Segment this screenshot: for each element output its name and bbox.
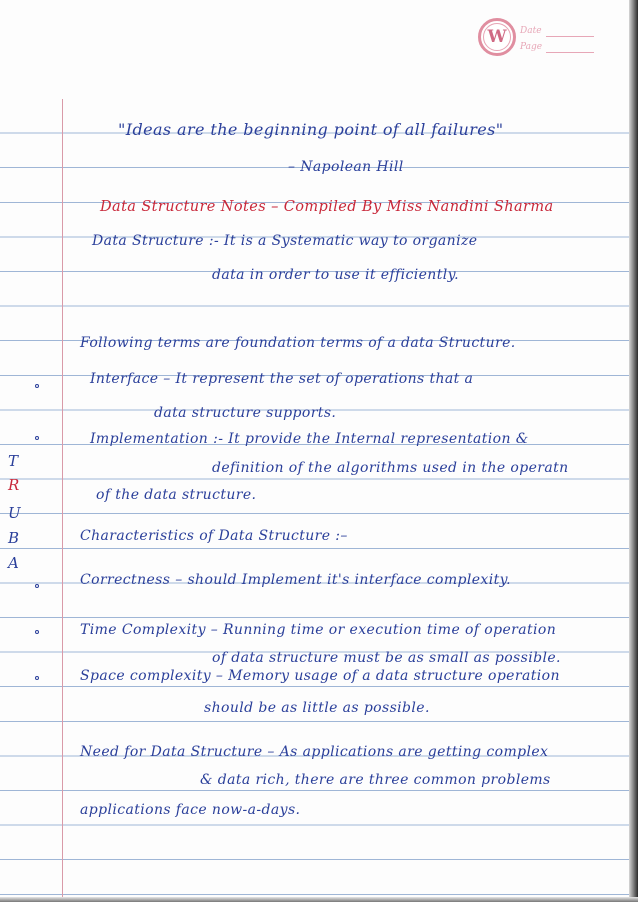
- quote-author: – Napolean Hill: [288, 159, 404, 175]
- notebook-logo: [478, 18, 516, 56]
- date-rule: [546, 36, 594, 37]
- interface-line-2: data structure supports.: [154, 405, 337, 421]
- page-number-label: Page: [520, 42, 543, 52]
- date-label: Date: [520, 26, 542, 36]
- margin-letter: B: [8, 529, 20, 547]
- margin-letter: R: [8, 476, 20, 494]
- page-rule: [546, 52, 594, 53]
- time-complexity-line-1: Time Complexity – Running time or execution time of operation: [80, 622, 557, 638]
- interface-line-1: Interface – It represent the set of operations that a: [90, 371, 474, 387]
- list-bullet: [35, 436, 39, 440]
- space-complexity-line-1: Space complexity – Memory usage of a data structure operation: [80, 668, 560, 684]
- terms-intro: Following terms are foundation terms of a data Structure.: [80, 335, 516, 351]
- list-bullet: [35, 630, 39, 634]
- implementation-line-2: definition of the algorithms used in the operatn: [212, 460, 569, 476]
- implementation-line-3: of the data structure.: [96, 487, 257, 503]
- list-bullet: [35, 384, 39, 388]
- space-complexity-line-2: should be as little as possible.: [204, 700, 430, 716]
- list-bullet: [35, 676, 39, 680]
- list-bullet: [35, 584, 39, 588]
- logo-letter: W: [487, 27, 507, 47]
- margin-letter: T: [8, 452, 19, 470]
- need-line-1: Need for Data Structure – As applications are getting complex: [80, 744, 549, 760]
- characteristics-heading: Characteristics of Data Structure :–: [80, 528, 348, 544]
- correctness-line-1: Correctness – should Implement it's interface complexity.: [80, 572, 511, 588]
- definition-line-1: Data Structure :- It is a Systematic way to organize: [92, 233, 478, 249]
- need-line-2: & data rich, there are three common problems: [200, 772, 551, 788]
- need-line-3: applications face now-a-days.: [80, 802, 301, 818]
- page-header-band: [0, 0, 638, 99]
- page-title: Data Structure Notes – Compiled By Miss Nandini Sharma: [100, 199, 554, 215]
- margin-letter: A: [8, 554, 19, 572]
- definition-line-2: data in order to use it efficiently.: [212, 267, 459, 283]
- page-bottom-shadow: [0, 897, 638, 902]
- time-complexity-line-2: of data structure must be as small as possible.: [212, 650, 561, 666]
- implementation-line-1: Implementation :- It provide the Internal representation &: [90, 431, 529, 447]
- margin-letter: U: [8, 504, 21, 522]
- page-edge-shadow: [629, 0, 638, 902]
- margin-line: [62, 99, 63, 902]
- quote-text: "Ideas are the beginning point of all failures": [118, 120, 504, 139]
